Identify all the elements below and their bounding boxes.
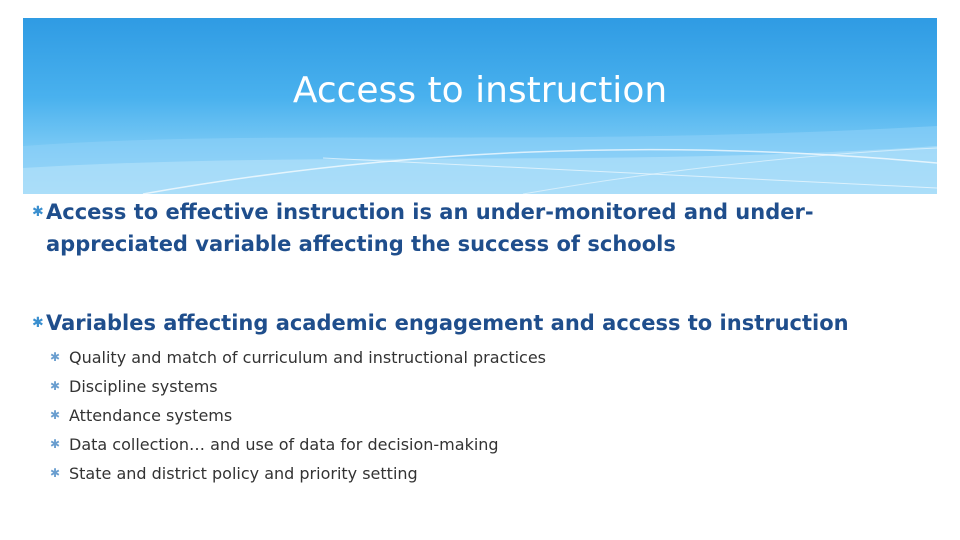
sub-bullet-text: Discipline systems [69,377,218,396]
slide-title: Access to instruction [292,70,668,111]
sub-bullet-text: State and district policy and priority setting [69,464,418,483]
bullet-text: Variables affecting academic engagement and access to instruction [46,311,849,335]
sub-bullet-item [50,372,650,401]
sub-bullet-text: Data collection… and use of data for decision-making [69,435,499,454]
asterisk-bullet-icon: ✱ [50,350,61,364]
bullet-text: Access to effective instruction is an under-monitored and under-appreciated variable affecting the success of schools [46,200,814,256]
sub-bullet-item [50,459,650,488]
asterisk-bullet-icon: ✱ [32,315,44,331]
sub-bullet-list [50,343,650,488]
sub-bullet-text: Attendance systems [69,406,233,425]
asterisk-bullet-icon: ✱ [50,408,61,422]
title-banner [23,18,937,194]
sub-bullet-item [50,430,650,459]
asterisk-bullet-icon: ✱ [50,437,61,451]
asterisk-bullet-icon: ✱ [32,204,44,220]
bullet-item [32,196,846,260]
asterisk-bullet-icon: ✱ [50,379,61,393]
bullet-item [32,307,926,339]
sub-bullet-item [50,401,650,430]
sub-bullet-text: Quality and match of curriculum and instructional practices [69,348,547,367]
asterisk-bullet-icon: ✱ [50,466,61,480]
sub-bullet-item [50,343,650,372]
